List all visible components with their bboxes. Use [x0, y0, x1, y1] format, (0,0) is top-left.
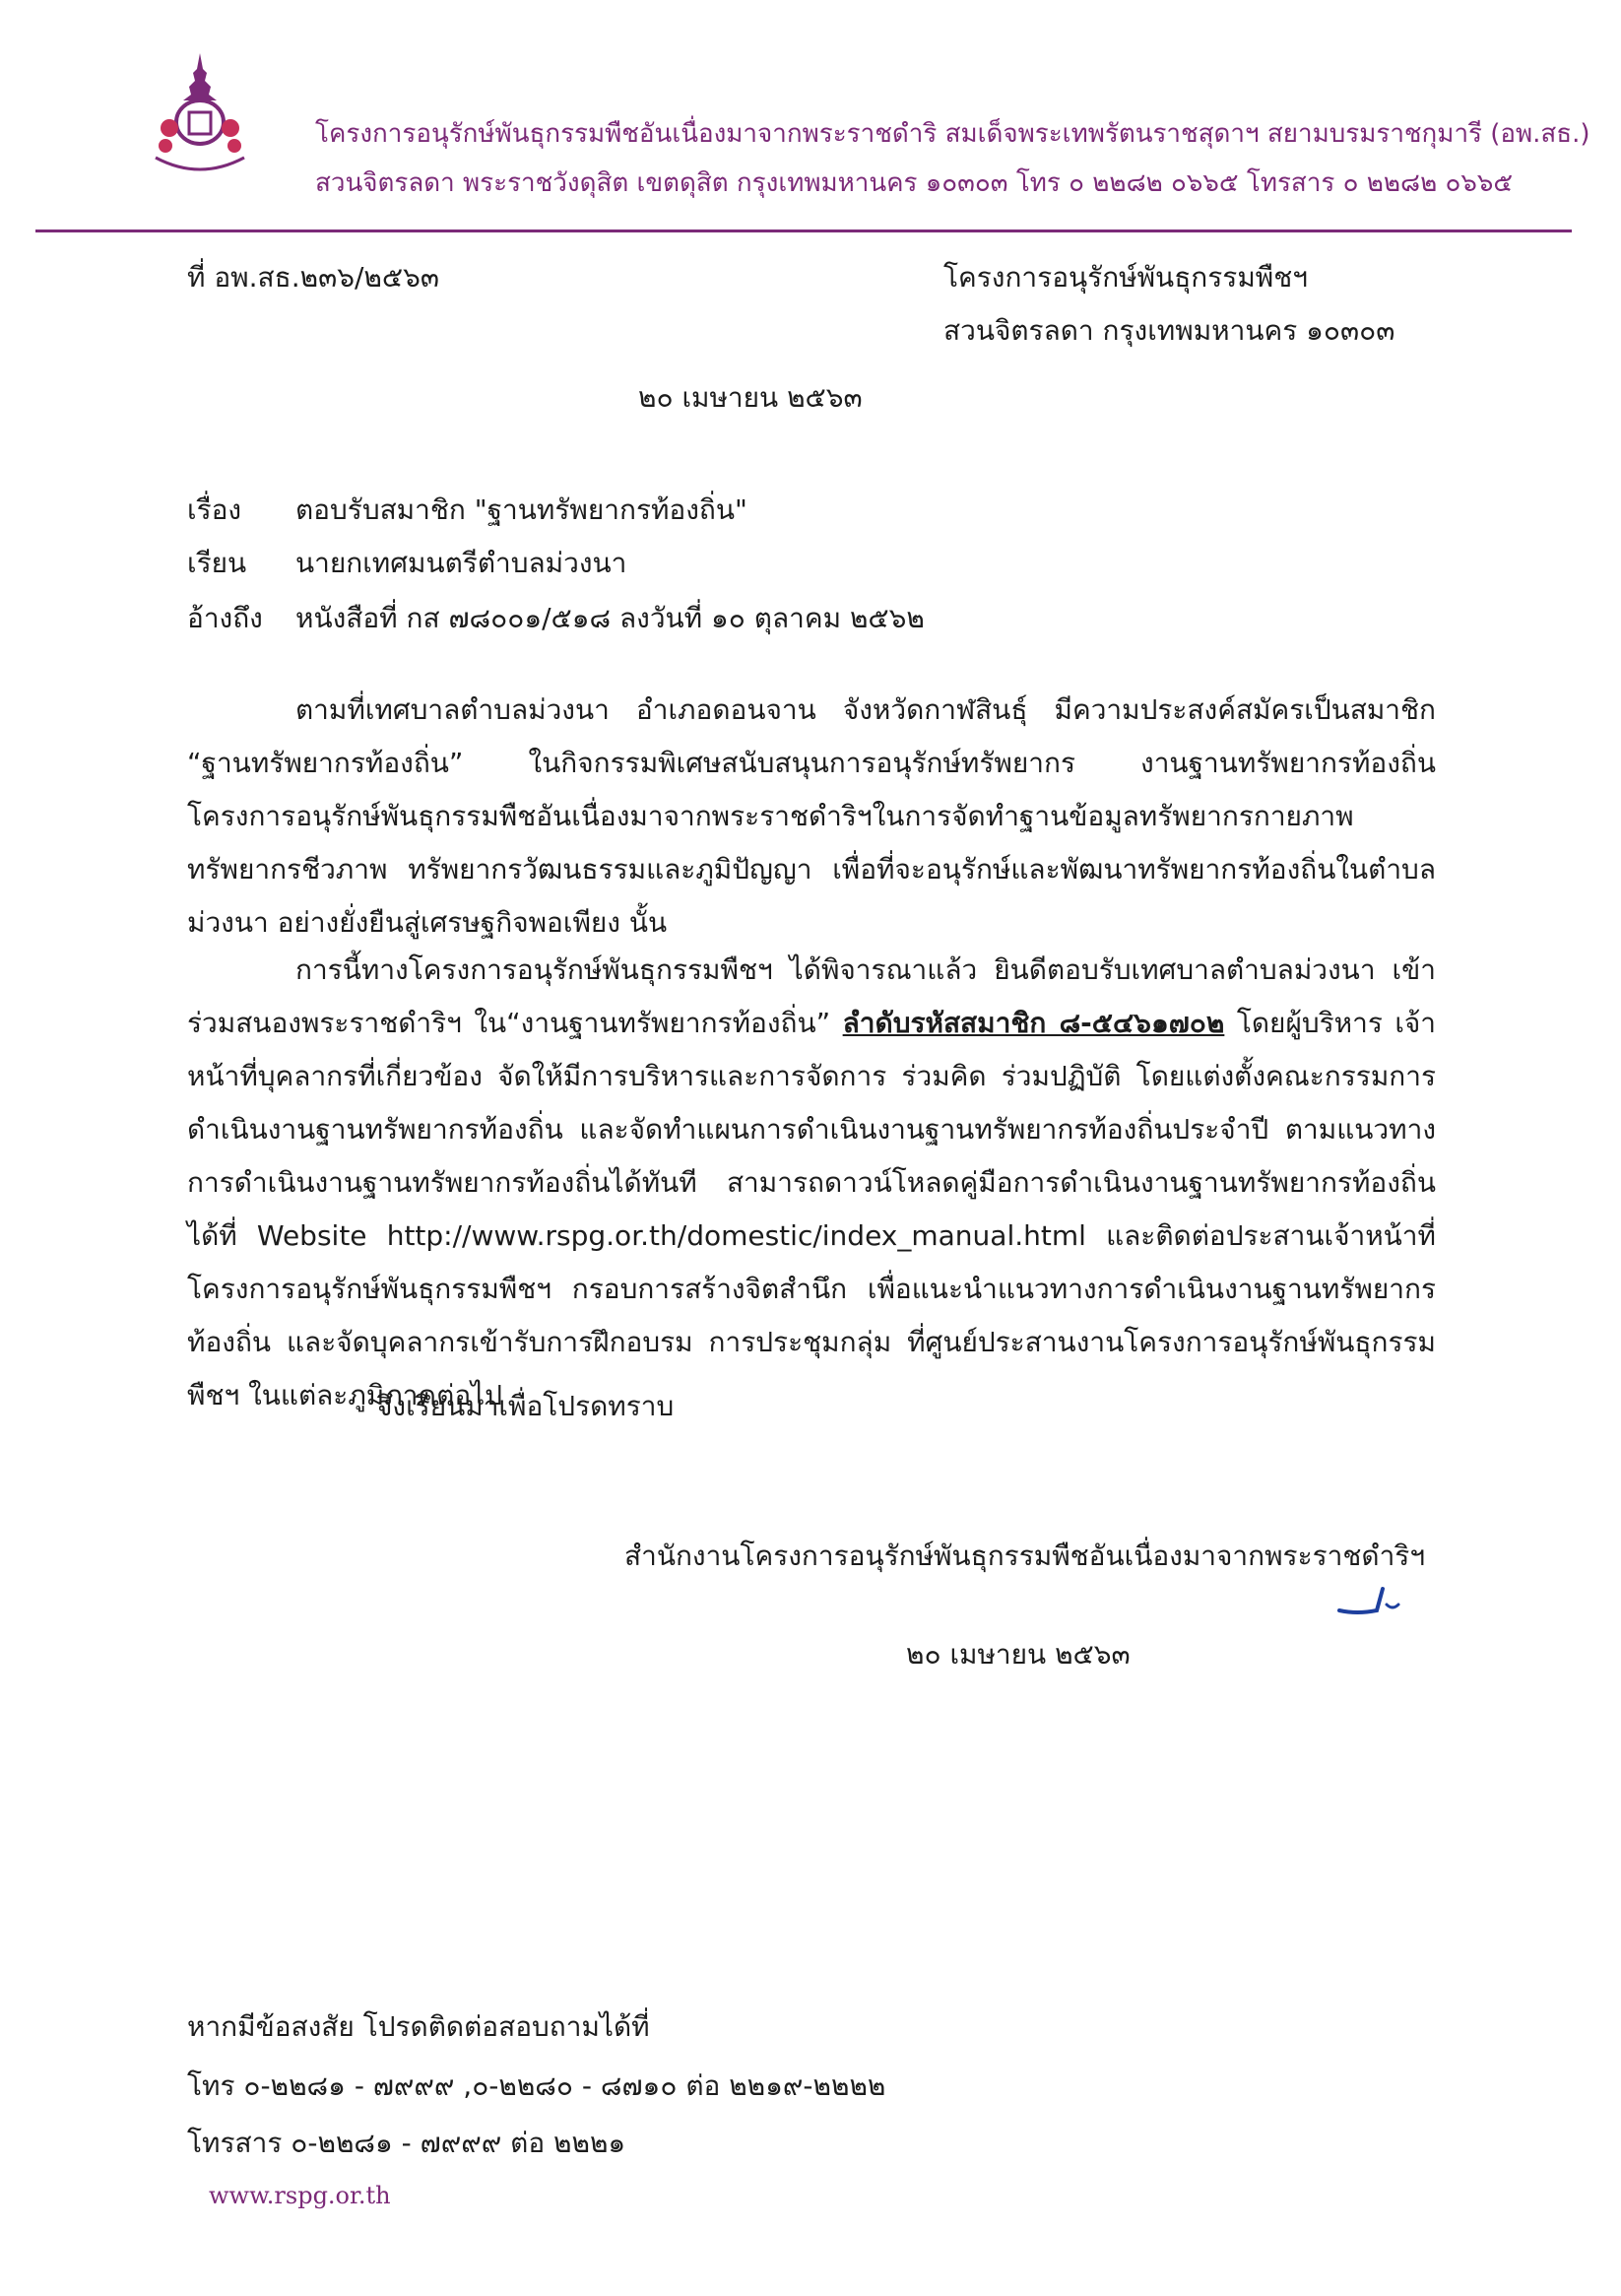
subject-label: เรื่อง [187, 493, 242, 526]
signature-icon [1337, 1581, 1416, 1620]
contact-fax: โทรสาร ๐-๒๒๘๑ - ๗๙๙๙ ต่อ ๒๒๒๑ [187, 2127, 626, 2159]
reference-number: ที่ อพ.สธ.๒๓๖/๒๕๖๓ [187, 261, 439, 294]
signatory-office: สำนักงานโครงการอนุรักษ์พันธุกรรมพืชอันเนื่องมาจากพระราชดำริฯ [624, 1540, 1426, 1572]
paragraph-2-rest: โดยผู้บริหาร เจ้าหน้าที่บุคลากรที่เกี่ยวข้อง จัดให้มีการบริหารและการจัดการ ร่วมคิด ร่วมปฏิบัติ โดยแต่งตั้งคณะกรรมการดำเนินงานฐานทรัพยากรท้องถิ่น และจัดทำแผนการดำเนินงานฐานทรัพยากรท้องถิ่นประจำปี ตามแนวทางการดำเนินงานฐานทรัพยากรท้องถิ่นได้ทันที สามารถดาวน์โหลดคู่มือการดำเนินงานฐานทรัพยากรท้องถิ่นได้ที่ Website http://www.rspg.or.th/domestic/index_manual.html และติดต่อประสานเจ้าหน้าที่โครงการอนุรักษ์พันธุกรรมพืชฯ กรอบการสร้างจิตสำนึก เพื่อแนะนำแนวทางการดำเนินงานฐานทรัพยากรท้องถิ่น และจัดบุคลากรเข้ารับการฝึกอบรม การประชุมกลุ่ม ที่ศูนย์ประสานงานโครงการอนุรักษ์พันธุกรรมพืชฯ ในแต่ละภูมิภาคต่อไป [187, 1007, 1437, 1411]
recipient: นายกเทศมนตรีตำบลม่วงนา [295, 547, 627, 579]
paragraph-2-intro: การนี้ทางโครงการอนุรักษ์พันธุกรรมพืชฯ ได้พิจารณาแล้ว ยินดีตอบรับเทศบาลตำบลม่วงนา เข้าร่วมสนองพระราชดำริฯ ใน“งานฐานทรัพยากรท้องถิ่น” [187, 953, 1436, 1039]
contact-intro: หากมีข้อสงสัย โปรดติดต่อสอบถามได้ที่ [187, 2010, 650, 2043]
sender-address: สวนจิตรลดา กรุงเทพมหานคร ๑๐๓๐๓ [943, 314, 1395, 347]
closing-phrase: จึงเรียนมาเพื่อโปรดทราบ [376, 1390, 675, 1422]
sender-organization: โครงการอนุรักษ์พันธุกรรมพืชฯ [943, 261, 1308, 294]
letterhead [315, 112, 1595, 205]
footer-website: www.rspg.or.th [209, 2182, 391, 2209]
contact-phone: โทร ๐-๒๒๘๑ - ๗๙๙๙ ,๐-๒๒๘๐ - ๘๗๑๐ ต่อ ๒๒๑๙-๒๒๒๒ [187, 2069, 886, 2102]
header-divider [35, 230, 1572, 232]
body-paragraph-1: ตามที่เทศบาลตำบลม่วงนา อำเภอดอนจาน จังหวัดกาฬสินธุ์ มีความประสงค์สมัครเป็นสมาชิก “ฐานทรัพยากรท้องถิ่น” ในกิจกรรมพิเศษสนับสนุนการอนุรักษ์ทรัพยากร งานฐานทรัพยากรท้องถิ่น โครงการอนุรักษ์พันธุกรรมพืชอันเนื่องมาจากพระราชดำริฯในการจัดทำฐานข้อมูลทรัพยากรกายภาพ ทรัพยากรชีวภาพ ทรัพยากรวัฒนธรรมและภูมิปัญญา เพื่อที่จะอนุรักษ์และพัฒนาทรัพยากรท้องถิ่นในตำบลม่วงนา อย่างยั่งยืนสู่เศรษฐกิจพอเพียง นั้น [187, 693, 1436, 939]
recipient-label: เรียน [187, 547, 247, 579]
subject: ตอบรับสมาชิก "ฐานทรัพยากรท้องถิ่น" [295, 493, 747, 526]
royal-emblem-icon [146, 51, 254, 179]
letterhead-address: สวนจิตรลดา พระราชวังดุสิต เขตดุสิต กรุงเทพมหานคร ๑๐๓๐๓ โทร ๐ ๒๒๘๒ ๐๖๖๕ โทรสาร ๐ ๒๒๘๒ ๐๖๖๕ [315, 168, 1514, 198]
body-paragraph-2 [187, 944, 1436, 1422]
member-code: ลำดับรหัสสมาชิก ๘-๕๔๖๑๗๐๒ [842, 1007, 1225, 1039]
letterhead-organization: โครงการอนุรักษ์พันธุกรรมพืชอันเนื่องมาจากพระราชดำริ สมเด็จพระเทพรัตนราชสุดาฯ สยามบรมราชกุมารี (อพ.สธ.) [315, 119, 1590, 149]
reference-label: อ้างถึง [187, 602, 263, 634]
signature-date: ๒๐ เมษายน ๒๕๖๓ [906, 1638, 1131, 1671]
reference: หนังสือที่ กส ๗๘๐๐๑/๕๑๘ ลงวันที่ ๑๐ ตุลาคม ๒๕๖๒ [295, 602, 925, 634]
letter-date: ๒๐ เมษายน ๒๕๖๓ [638, 381, 863, 414]
